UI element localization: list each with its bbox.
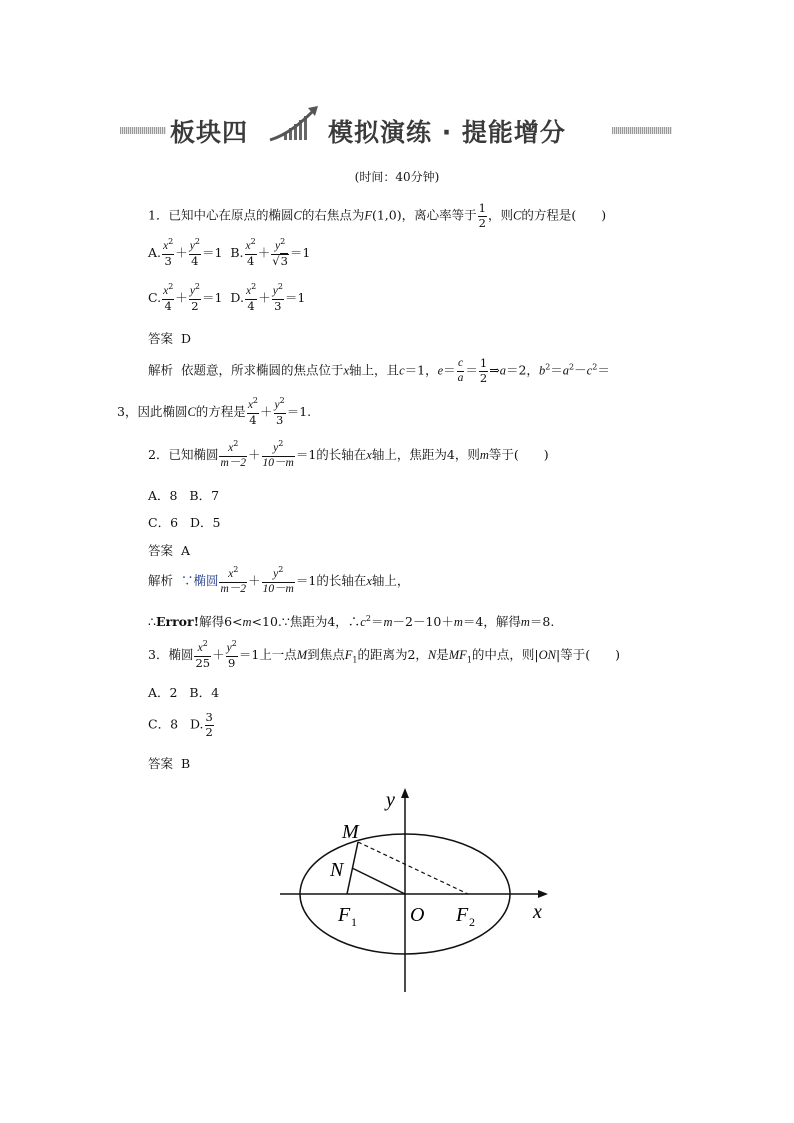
growth-chart-icon <box>266 104 322 144</box>
q2-stem: 2．已知椭圆 $\frac{x^2}{m-2}$ ＋ $\frac{y^2}{10-m}$ ＝1的长轴在x轴上，焦距为4，则m等于( ) <box>148 439 549 469</box>
q3-options-row1: A．2 B．4 <box>148 685 220 700</box>
q2-answer: 答案 A <box>148 543 190 558</box>
label-N: N <box>330 859 344 881</box>
q2-analysis-line1: 解析 ∵椭圆 $\frac{x^2}{m-2}$ ＋ $\frac{y^2}{10-m}$ ＝1的长轴在x轴上， <box>148 565 410 595</box>
q1-analysis-line2: 3，因此椭圆C的方程是 $\frac{x^2}{4}$ ＋ $\frac{y^2}{3}$ ＝1. <box>117 396 312 427</box>
segment-NO <box>352 868 405 894</box>
q1-stem: 1．已知中心在原点的椭圆C的右焦点为F(1,0)，离心率等于 $\frac{1}{2}$ ，则C的方程是( ) <box>148 201 607 230</box>
label-y: y <box>386 789 395 811</box>
q3-stem: 3．椭圆 $\frac{x^2}{25}$ ＋ $\frac{y^2}{9}$ ＝1上一点M到焦点$F_1$的距离为2，N是$MF_1$的中点，则|ON|等于( ) <box>148 639 620 670</box>
x-axis-arrow <box>538 890 548 898</box>
label-M: M <box>342 821 359 843</box>
q2-options-row2: C．6 D．5 <box>148 515 221 530</box>
header-left-bar <box>120 127 166 134</box>
y-axis-arrow <box>401 788 409 798</box>
q2-options-row1: A．8 B．7 <box>148 488 220 503</box>
label-F1-sub: 1 <box>351 915 357 929</box>
header-right-title: 模拟演练 · 提能增分 <box>328 118 566 147</box>
header-right-bar <box>612 127 672 134</box>
q1-options-row2: C. $\frac{x^2}{4}$ ＋ $\frac{y^2}{2}$ ＝1 D. $\frac{x^2}{4}$ ＋ $\frac{y^2}{3}$ ＝1 <box>148 282 306 313</box>
time-limit: (时间：40分钟) <box>354 170 440 184</box>
ellipse-figure <box>258 780 568 1005</box>
label-F1: F <box>338 904 351 926</box>
q1-analysis-line1: 解析 依题意，所求椭圆的焦点位于x轴上，且c＝1，e＝ $\frac{c}{a}$ ＝ $\frac{1}{2}$ ⇒a＝2，$b^2=a^2-c^2=$ <box>148 356 610 385</box>
q2-analysis-line2: ∴Error!解得6<m<10.∵焦距为4，$\therefore c^2=m-2-10+m=4$，解得m＝8. <box>148 613 555 629</box>
q1-answer: 答案 D <box>148 331 191 346</box>
q3-options-row2: C．8 D. $\frac{3}{2}$ <box>148 710 213 739</box>
label-F2: F <box>456 904 469 926</box>
q3-answer: 答案 B <box>148 756 191 771</box>
label-x: x <box>533 901 542 923</box>
label-O: O <box>410 904 425 926</box>
segment-MF2-dashed <box>358 842 468 894</box>
header-left-title: 板块四 <box>170 118 249 147</box>
q1-options-row1: A. $\frac{x^2}{3}$ ＋ $\frac{y^2}{4}$ ＝1 B. $\frac{x^2}{4}$ ＋ $\frac{y^2}{√3}$ ＝1 <box>148 237 311 268</box>
label-F2-sub: 2 <box>469 915 475 929</box>
